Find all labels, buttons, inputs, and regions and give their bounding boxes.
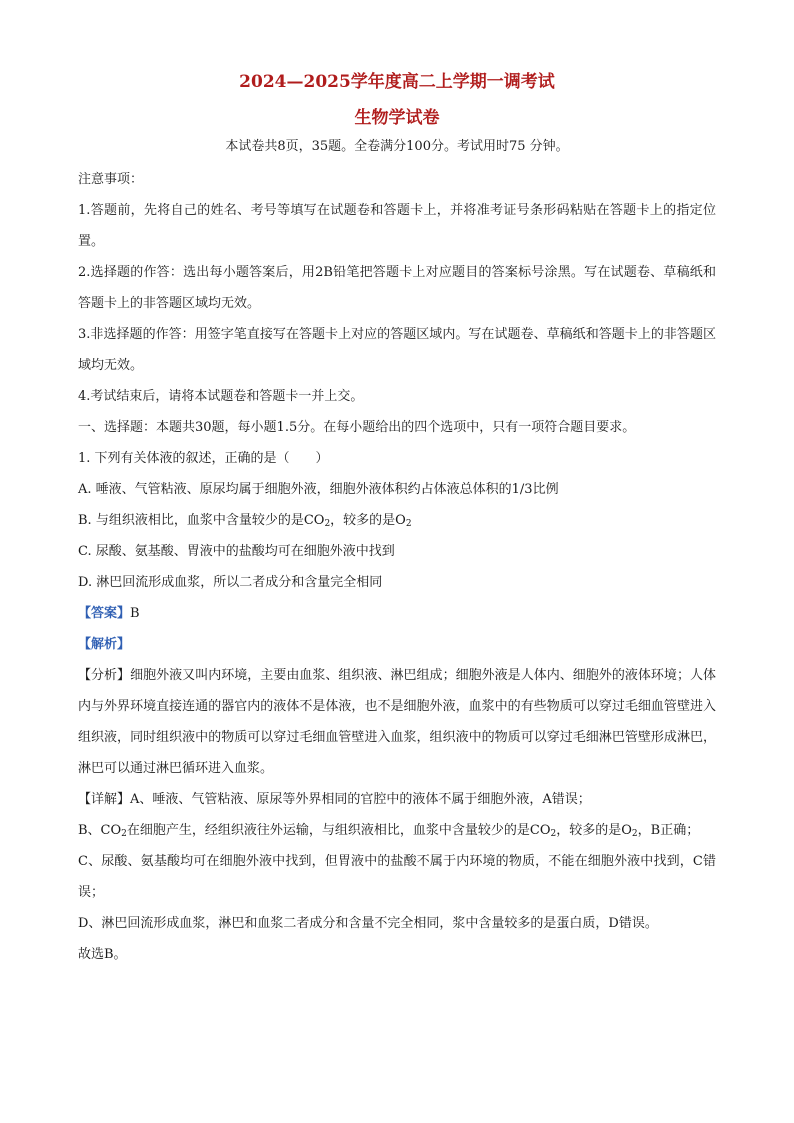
subscript: 2 <box>405 519 412 529</box>
detail-b <box>78 815 716 846</box>
exam-subtitle: 生物学试卷 <box>354 108 440 128</box>
option-b-pre: B. 与组织液相比，血浆中含量较少的是CO <box>78 513 325 528</box>
detail-b-post: ，B正确； <box>637 823 700 838</box>
answer-value: B <box>130 606 140 621</box>
question-stem: 1. 下列有关体液的叙述，正确的是（ ） <box>78 451 329 466</box>
note-item-1: 1.答题前，先将自己的姓名、考号等填写在试题卷和答题卡上，并将准考证号条形码粘贴在答题卡上的指定位置。 <box>78 203 716 249</box>
subscript: 2 <box>324 519 331 529</box>
option-d: D. 淋巴回流形成血浆，所以二者成分和含量完全相同 <box>78 575 383 590</box>
subscript: 2 <box>631 829 638 839</box>
section-heading: 一、选择题：本题共30题，每小题1.5分。在每小题给出的四个选项中，只有一项符合题目要求。 <box>78 420 636 435</box>
fenxi-paragraph <box>78 660 716 784</box>
detail-b-mid1: 在细胞产生，经组织液往外运输，与组织液相比，血浆中含量较少的是CO <box>126 823 551 838</box>
conclusion: 故选B。 <box>78 947 127 962</box>
xiangjie-tag: 【详解】 <box>78 792 131 807</box>
exam-title: 2024—2025学年度高二上学期一调考试 <box>239 72 555 92</box>
detail-d: D、淋巴回流形成血浆，淋巴和血浆二者成分和含量不完全相同，浆中含量较多的是蛋白质，D错误。 <box>78 916 658 931</box>
analysis-line <box>78 629 716 660</box>
detail-b-mid2: ，较多的是O <box>556 823 632 838</box>
fenxi-text: 细胞外液又叫内环境，主要由血浆、组织液、淋巴组成；细胞外液是人体内、细胞外的液体环境；人体内与外界环境直接连通的器官内的液体不是体液，也不是细胞外液，血浆中的有些物质可以穿过毛细血管壁进入组织液，同时组织液中的物质可以穿过毛细血管壁进入血浆，组织液中的物质可以穿过毛细淋巴管壁形成淋巴，淋巴可以通过淋巴循环进入血浆。 <box>78 668 716 776</box>
detail-b-pre: B、CO <box>78 823 122 838</box>
option-c: C. 尿酸、氨基酸、胃液中的盐酸均可在细胞外液中找到 <box>78 544 395 559</box>
exam-intro: 本试卷共8页，35题。全卷满分100分。考试用时75 分钟。 <box>225 139 569 154</box>
note-item-2: 2.选择题的作答：选出每小题答案后，用2B铅笔把答题卡上对应题目的答案标号涂黑。写在试题卷、草稿纸和答题卡上的非答题区域均无效。 <box>78 265 716 311</box>
detail-a-text: A、唾液、气管粘液、原尿等外界相同的官腔中的液体不属于细胞外液，A错误； <box>130 792 591 807</box>
option-a: A. 唾液、气管粘液、原尿均属于细胞外液，细胞外液体积约占体液总体积的1/3比例 <box>78 482 559 497</box>
detail-c: C、尿酸、氨基酸均可在细胞外液中找到，但胃液中的盐酸不属于内环境的物质，不能在细胞外液中找到，C错误； <box>78 854 716 900</box>
answer-line <box>78 598 716 629</box>
option-b <box>78 505 716 536</box>
analysis-tag: 【解析】 <box>78 637 131 652</box>
notes-heading: 注意事项： <box>78 172 144 187</box>
note-item-3: 3.非选择题的作答：用签字笔直接写在答题卡上对应的答题区域内。写在试题卷、草稿纸和答题卡上的非答题区域均无效。 <box>78 327 716 373</box>
answer-tag: 【答案】 <box>78 606 131 621</box>
note-item-4: 4.考试结束后，请将本试题卷和答题卡一并上交。 <box>78 389 364 404</box>
subscript: 2 <box>550 829 557 839</box>
fenxi-tag: 【分析】 <box>78 668 131 683</box>
subscript: 2 <box>121 829 127 839</box>
detail-a <box>78 784 716 815</box>
option-b-mid: ，较多的是O <box>330 513 406 528</box>
